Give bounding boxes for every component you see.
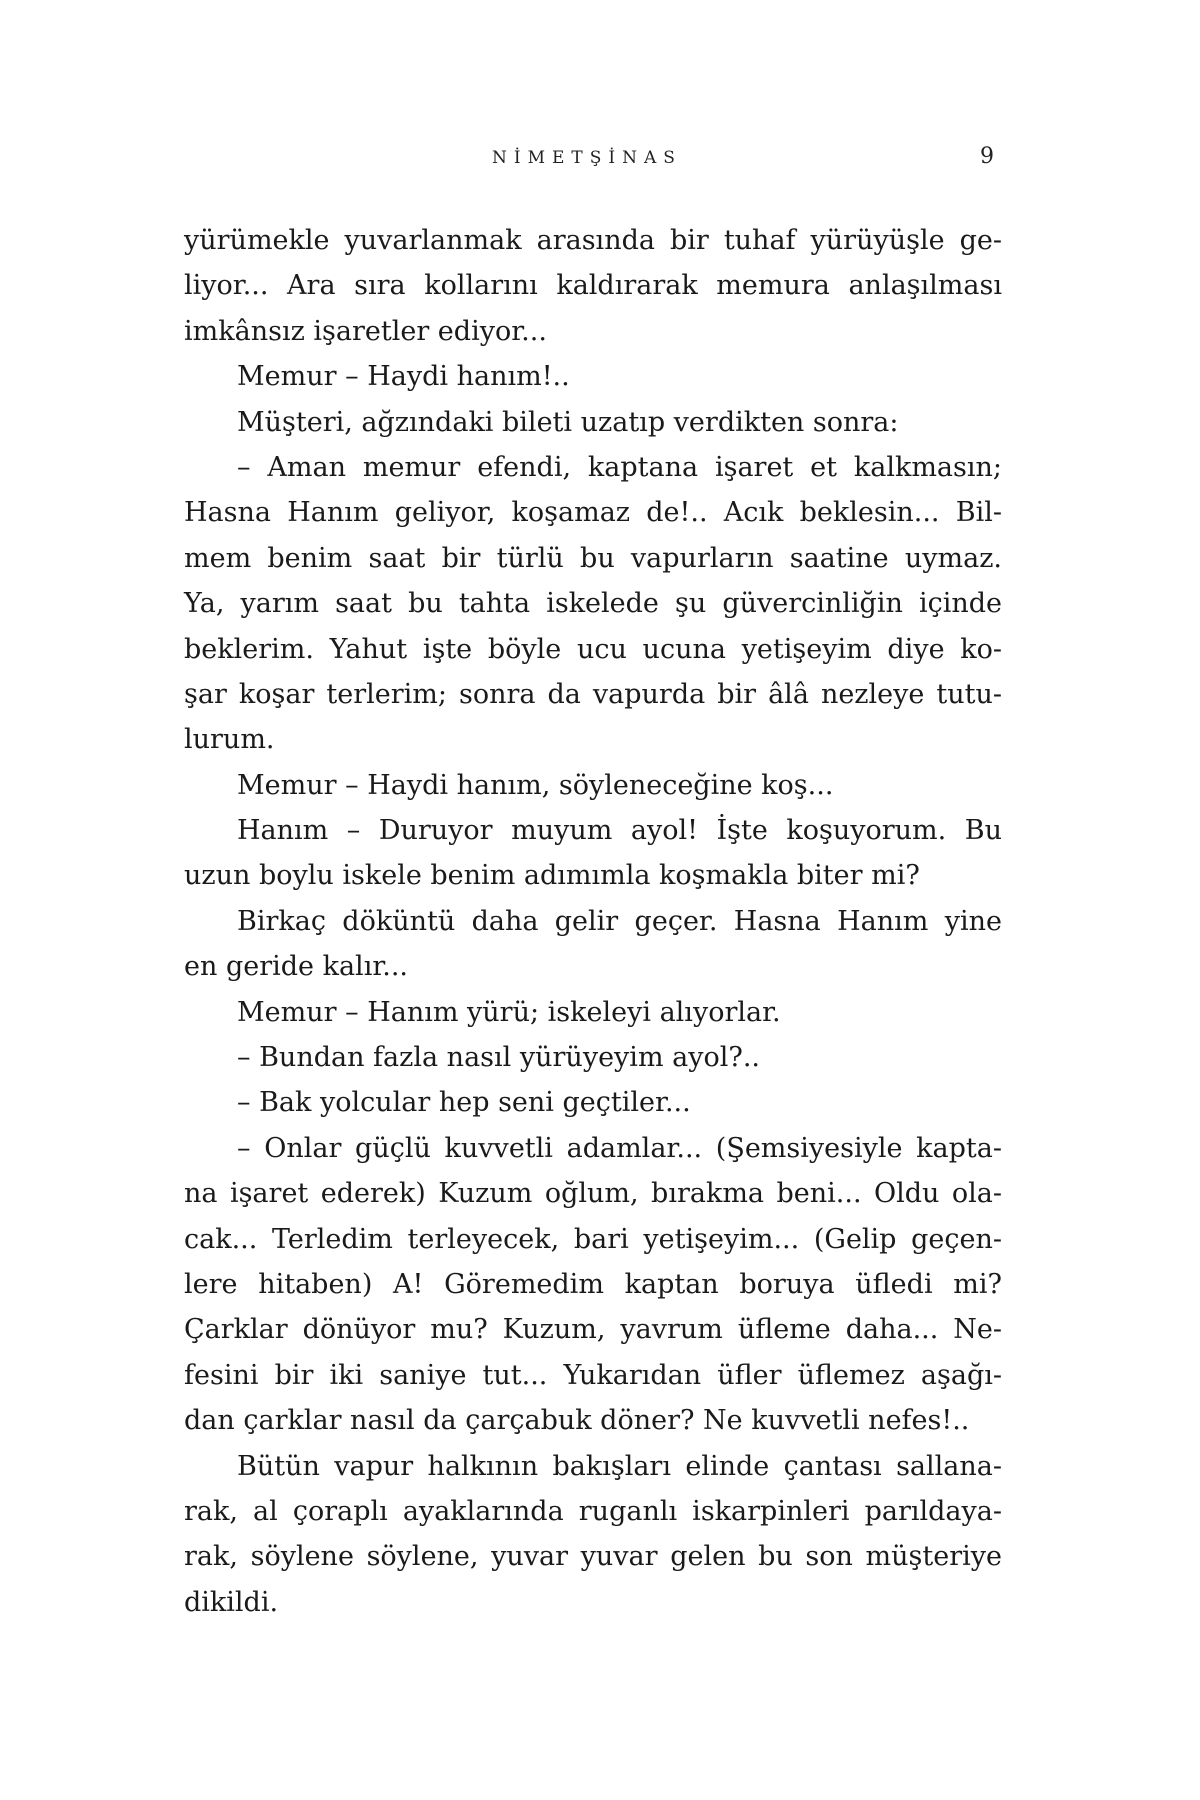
text-line: na işaret ederek) Kuzum oğlum, bırakma beni... Oldu ola- [184,1178,1002,1210]
page-number: 9 [980,144,994,169]
text-line: – Aman memur efendi, kaptana işaret et kalkmasın; [237,451,1002,483]
text-line: – Onlar güçlü kuvvetli adamlar... (Şemsiyesiyle kapta- [237,1132,1002,1164]
text-line: şar koşar terlerim; sonra da vapurda bir âlâ nezleye tutu- [184,678,1002,710]
text-line: – Bak yolcular hep seni geçtiler... [237,1087,691,1119]
text-line: en geride kalır... [184,951,409,983]
text-line: Memur – Haydi hanım, söyleneceğine koş... [237,769,834,801]
text-line: Bütün vapur halkının bakışları elinde çantası sallana- [237,1450,1002,1482]
text-line: uzun boylu iskele benim adımımla koşmakla biter mi? [184,860,920,892]
text-line: Memur – Hanım yürü; iskeleyi alıyorlar. [237,996,781,1028]
text-line: Müşteri, ağzındaki bileti uzatıp verdikten sonra: [237,406,899,438]
text-line: Birkaç döküntü daha gelir geçer. Hasna Hanım yine [237,905,1002,937]
running-title: NİMETŞİNAS [492,148,682,168]
text-line: Memur – Haydi hanım!.. [237,361,570,393]
text-line: beklerim. Yahut işte böyle ucu ucuna yetişeyim diye ko- [184,633,1002,665]
text-line: rak, al çoraplı ayaklarında ruganlı iskarpinleri parıldaya- [184,1495,1002,1527]
text-line: imkânsız işaretler ediyor... [184,315,547,347]
text-line: dan çarklar nasıl da çarçabuk döner? Ne kuvvetli nefes!.. [184,1405,970,1437]
running-header [0,144,1200,178]
text-line: Ya, yarım saat bu tahta iskelede şu güvercinliğin içinde [184,588,1002,620]
text-line: Çarklar dönüyor mu? Kuzum, yavrum üfleme daha... Ne- [184,1314,1002,1346]
body-text [184,218,1002,1625]
text-line: lurum. [184,724,275,756]
text-line: cak... Terledim terleyecek, bari yetişeyim... (Gelip geçen- [184,1223,1002,1255]
text-line: rak, söylene söylene, yuvar yuvar gelen bu son müşteriye [184,1541,1002,1573]
text-line: – Bundan fazla nasıl yürüyeyim ayol?.. [237,1042,761,1074]
text-line: yürümekle yuvarlanmak arasında bir tuhaf yürüyüşle ge- [184,225,1002,256]
text-line: Hasna Hanım geliyor, koşamaz de!.. Acık beklesin... Bil- [184,497,1002,529]
text-line: lere hitaben) A! Göremedim kaptan boruya üfledi mi? [184,1268,1002,1300]
text-line: fesini bir iki saniye tut... Yukarıdan üfler üflemez aşağı- [184,1359,1002,1391]
text-line: liyor... Ara sıra kollarını kaldırarak memura anlaşılması [184,270,1002,302]
text-line: Hanım – Duruyor muyum ayol! İşte koşuyorum. Bu [237,815,1002,847]
text-line: mem benim saat bir türlü bu vapurların saatine uymaz. [184,542,1002,574]
text-line: dikildi. [184,1586,279,1618]
